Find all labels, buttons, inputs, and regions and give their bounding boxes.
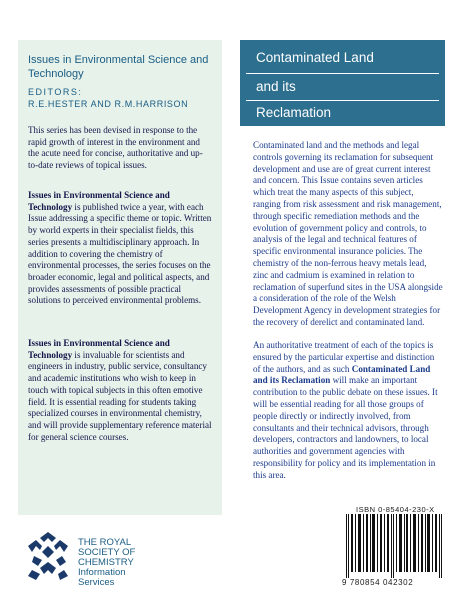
book-summary-text: Contaminated land and the methods and legal controls governing its reclamation for subsequent development and use are of great current interest and concern. This Issue contains seven articles which treat the many aspects of this subject, ranging from risk assessment and risk management, through specific remediation methods and the evolution of government policy and controls, to analysis of the legal and technical features of specific environmental insurance policies. The chemistry of the non-ferrous heavy metals lead, zinc and cadmium is examined in relation to reclamation of superfund sites in the USA alongside a consideration of the role of the Welsh Development Agency in development strategies for the recovery of derelict and contaminated land. (253, 140, 443, 327)
book-audience-paragraph (253, 340, 443, 482)
publisher-name-line-2: SOCIETY OF (78, 547, 136, 558)
series-title: Issues in Environmental Science and Technology (28, 54, 209, 80)
series-name-bold-2: Issues in Environmental Science and Technology (28, 338, 170, 360)
book-title-line-3: Reclamation (256, 105, 332, 120)
editors-names: R.E.HESTER AND R.M.HARRISON (28, 99, 189, 109)
rsc-logo-icon (26, 530, 70, 582)
book-title-line-2: and its (256, 79, 296, 94)
barcode (345, 514, 443, 578)
book-audience-text-b: will make an important contribution to the public debate on these issues. It will be essential reading for all those groups of people directly or indirectly involved, from consultants and their technical advisors, through developers, contractors and landowners, to local authorities and government agencies with responsibility for policy and its implementation in this area. (253, 375, 438, 480)
publisher-name-line-3: CHEMISTRY (78, 557, 134, 568)
series-frequency-text: is published twice a year, with each Issue addressing a specific theme or topic. Written by world experts in their specialist fields, this series presents a multidisciplinary approach. In addition to covering the chemistry of environmental processes, the series focuses on the broader economic, legal and political aspects, and provides assessments of possible practical solutions to perceived environmental problems. (28, 201, 212, 306)
title-divider-1 (246, 73, 439, 74)
publisher-division-line-2: Services (78, 577, 115, 588)
editors-label: EDITORS: (28, 87, 83, 97)
series-description-text: This series has been devised in response to the rapid growth of interest in the environment and the acute need for concise, authoritative and up-to-date reviews of topical issues. (28, 125, 203, 171)
series-frequency-paragraph (28, 190, 212, 307)
series-audience-paragraph (28, 338, 212, 443)
isbn-label: ISBN 0-85404-230-X (356, 505, 435, 514)
publisher-name-line-1: THE ROYAL (78, 537, 132, 548)
publisher-division-line-1: Information (78, 567, 126, 578)
series-audience-text: is invaluable for scientists and engineers in industry, public service, consultancy and academic institutions who wish to keep in touch with topical subjects in this often emotive field. It is essential reading for students taking specialized courses in environmental chemistry, and will provide supplementary reference material for general science courses. (28, 349, 212, 442)
book-summary-paragraph (253, 140, 443, 329)
barcode-digits: 9 780854 042302 (342, 578, 414, 587)
series-name-bold: Issues in Environmental Science and Technology (28, 190, 170, 212)
title-divider-2 (246, 100, 439, 101)
book-title-line-1: Contaminated Land (256, 50, 374, 65)
book-title-bold: Contaminated Land and its Reclamation (253, 363, 431, 386)
book-audience-text-a: An authoritative treatment of each of the topics is ensured by the particular expertise and distinction of the authors, and as such (253, 340, 435, 374)
series-description-paragraph (28, 125, 212, 172)
